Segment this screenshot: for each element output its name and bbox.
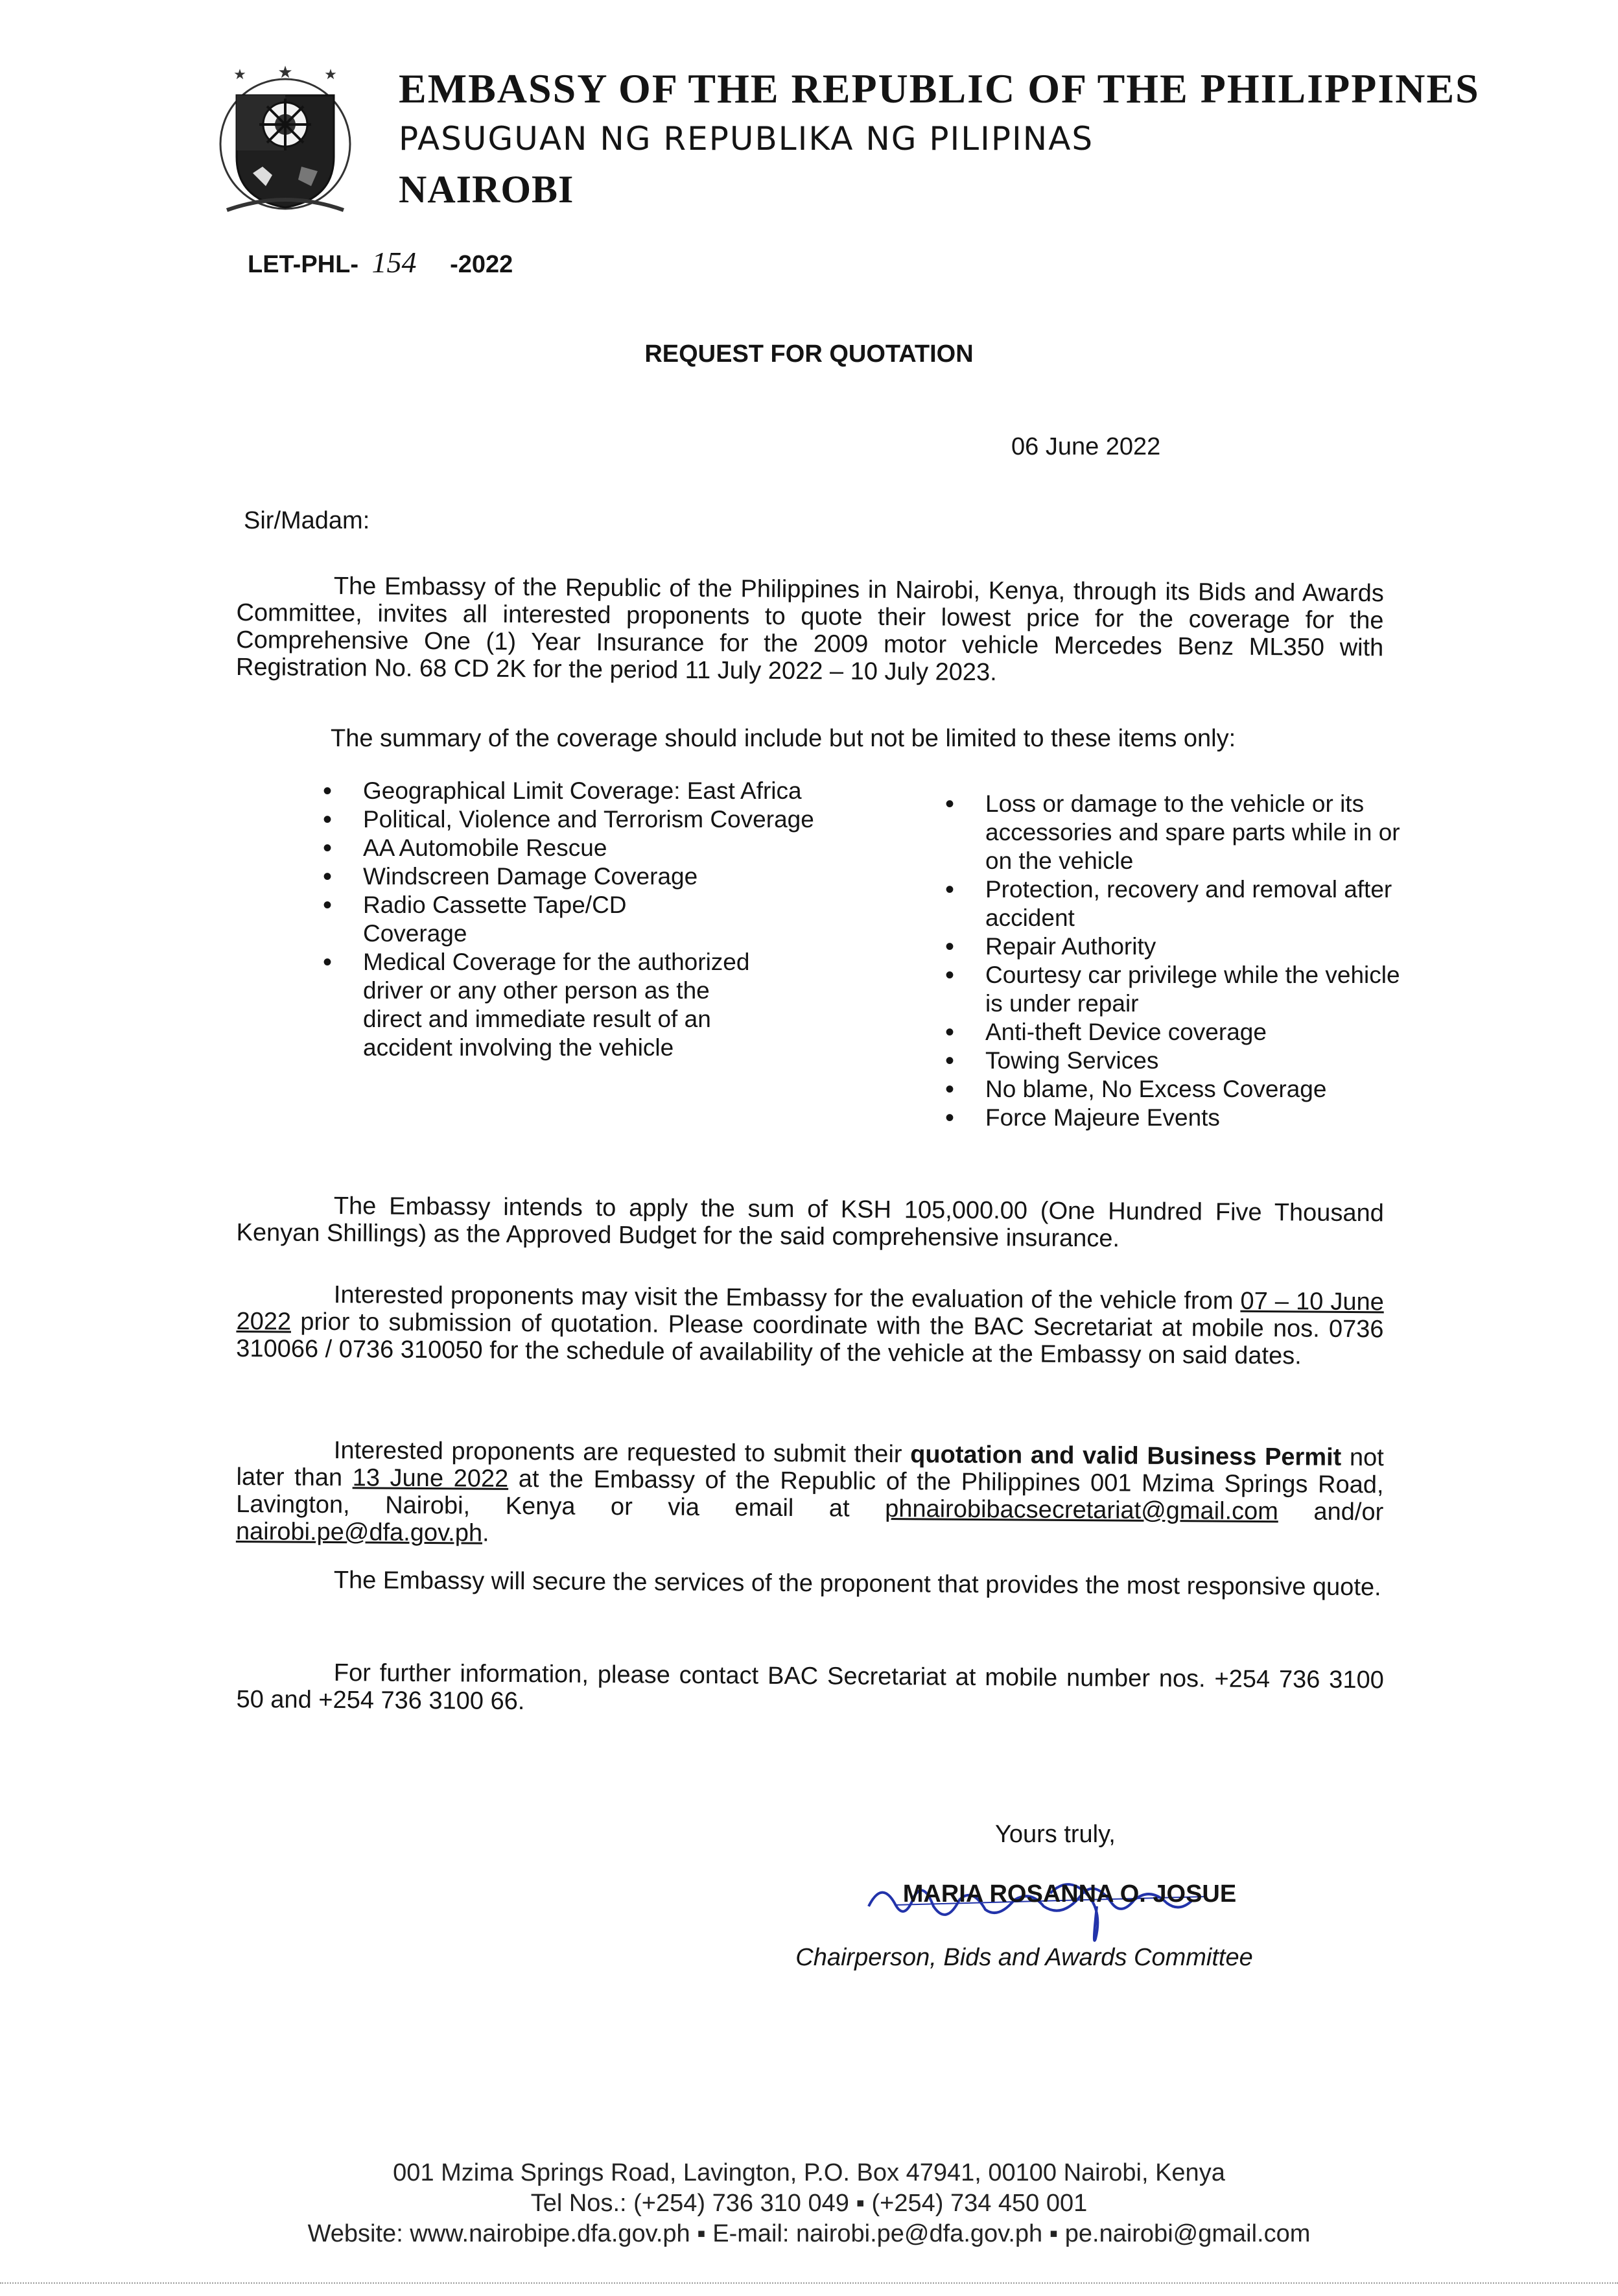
submission-text-3: at the Embassy of the Republic of the Philippines 001 Mzima Springs Road, Lavington, Nairobi, Kenya or via email at [236,1465,1384,1522]
coverage-list-left [318,777,817,1062]
paragraph-evaluation-text: Interested proponents may visit the Embassy for the evaluation of the vehicle from [333,1281,1241,1315]
submission-text: Interested proponents are requested to submit their [333,1437,911,1469]
list-item: • Loss or damage to the vehicle or its accessories and spare parts while in or on the vehicle [940,790,1420,875]
paragraph-evaluation-text-end: prior to submission of quotation. Please coordinate with the BAC Secretariat at mobile nos. 0736 310066 / 0736 310050 for the schedule of availability of the vehicle at the Embassy on said dates. [236,1308,1384,1370]
svg-text:★: ★ [277,62,293,82]
coverage-list-right [940,790,1420,1132]
reference-suffix: -2022 [450,251,513,278]
list-item: • Geographical Limit Coverage: East Africa [318,777,817,805]
footer-telephone: Tel Nos.: (+254) 736 310 049 ▪ (+254) 734 450 001 [530,2190,1088,2217]
page-bottom-divider [0,2282,1618,2285]
paragraph-submission [236,1436,1384,1553]
submission-requirements: quotation and valid Business Permit [910,1441,1342,1471]
email-link-embassy[interactable]: nairobi.pe@dfa.gov.ph [235,1517,483,1547]
paragraph-intro [236,572,1384,689]
list-item: • No blame, No Excess Coverage [940,1075,1420,1104]
summary-intro: The summary of the coverage should include but not be limited to these items only: [331,725,1236,752]
paragraph-budget [236,1192,1384,1254]
footer-address: 001 Mzima Springs Road, Lavington, P.O. Box 47941, 00100 Nairobi, Kenya [393,2159,1225,2186]
list-item: • Towing Services [940,1047,1420,1075]
list-item: • Protection, recovery and removal after accident [940,875,1420,932]
svg-text:★: ★ [233,66,246,82]
salutation: Sir/Madam: [244,507,370,534]
letterhead-title: EMBASSY OF THE REPUBLIC OF THE PHILIPPINES [399,65,1480,112]
letterhead-city: NAIROBI [399,168,574,211]
reference-handwritten-number: 154 [371,246,417,279]
svg-text:★: ★ [324,66,337,82]
paragraph-intro-text: The Embassy of the Republic of the Philippines in Nairobi, Kenya, through its Bids and Awards Committee, invites all interested proponents to quote their lowest price for the coverage for the Comprehensive One (1) Year Insurance for the 2009 motor vehicle Mercedes Benz ML350 with Registration No. 68 CD 2K for the period 11 July 2022 – 10 July 2023. [235,573,1384,687]
submission-text-2: not later than [236,1443,1384,1492]
paragraph-contact [236,1659,1384,1721]
paragraph-evaluation [236,1281,1384,1370]
signatory-name: MARIA ROSANNA O. JOSUE [902,1880,1237,1908]
complimentary-close: Yours truly, [995,1821,1116,1848]
list-item: • Force Majeure Events [940,1104,1420,1132]
evaluation-dates: 07 – 10 June 2022 [236,1287,1384,1336]
paragraph-award [237,1566,1384,1601]
document-title: REQUEST FOR QUOTATION [644,340,974,368]
list-item: • Windscreen Damage Coverage [318,862,817,891]
list-item: • Courtesy car privilege while the vehicle is under repair [940,961,1420,1018]
email-link-bac[interactable]: phnairobibacsecretariat@gmail.com [885,1495,1279,1526]
list-item: • AA Automobile Rescue [318,834,817,862]
paragraph-budget-text: The Embassy intends to apply the sum of KSH 105,000.00 (One Hundred Five Thousand Kenyan Shillings) as the Approved Budget for the said comprehensive insurance. [236,1192,1384,1253]
letter-date: 06 June 2022 [1011,433,1161,460]
list-item: • Political, Violence and Terrorism Coverage [318,805,817,834]
list-item: • Medical Coverage for the authorized driver or any other person as the direct and immediate result of an accident involving the vehicle [318,948,752,1062]
list-item: • Repair Authority [940,932,1420,961]
footer-web-email: Website: www.nairobipe.dfa.gov.ph ▪ E-mail: nairobi.pe@dfa.gov.ph ▪ pe.nairobi@gmail.com [307,2220,1311,2247]
submission-text-end: . [482,1519,489,1547]
paragraph-contact-text: For further information, please contact BAC Secretariat at mobile number nos. +254 736 3100 50 and +254 736 3100 66. [236,1659,1384,1716]
list-item: • Radio Cassette Tape/CD Coverage [318,891,713,948]
submission-deadline: 13 June 2022 [352,1464,509,1493]
philippine-seal-icon [214,60,357,215]
list-item: • Anti-theft Device coverage [940,1018,1420,1047]
paragraph-award-text: The Embassy will secure the services of the proponent that provides the most responsive quote. [333,1567,1381,1602]
reference-number [248,245,513,279]
letterhead-subtitle: PASUGUAN NG REPUBLIKA NG PILIPINAS [399,120,1094,158]
signatory-title: Chairperson, Bids and Awards Committee [795,1944,1253,1971]
submission-text-4: and/or [1278,1498,1384,1526]
reference-prefix: LET-PHL- [248,251,358,278]
